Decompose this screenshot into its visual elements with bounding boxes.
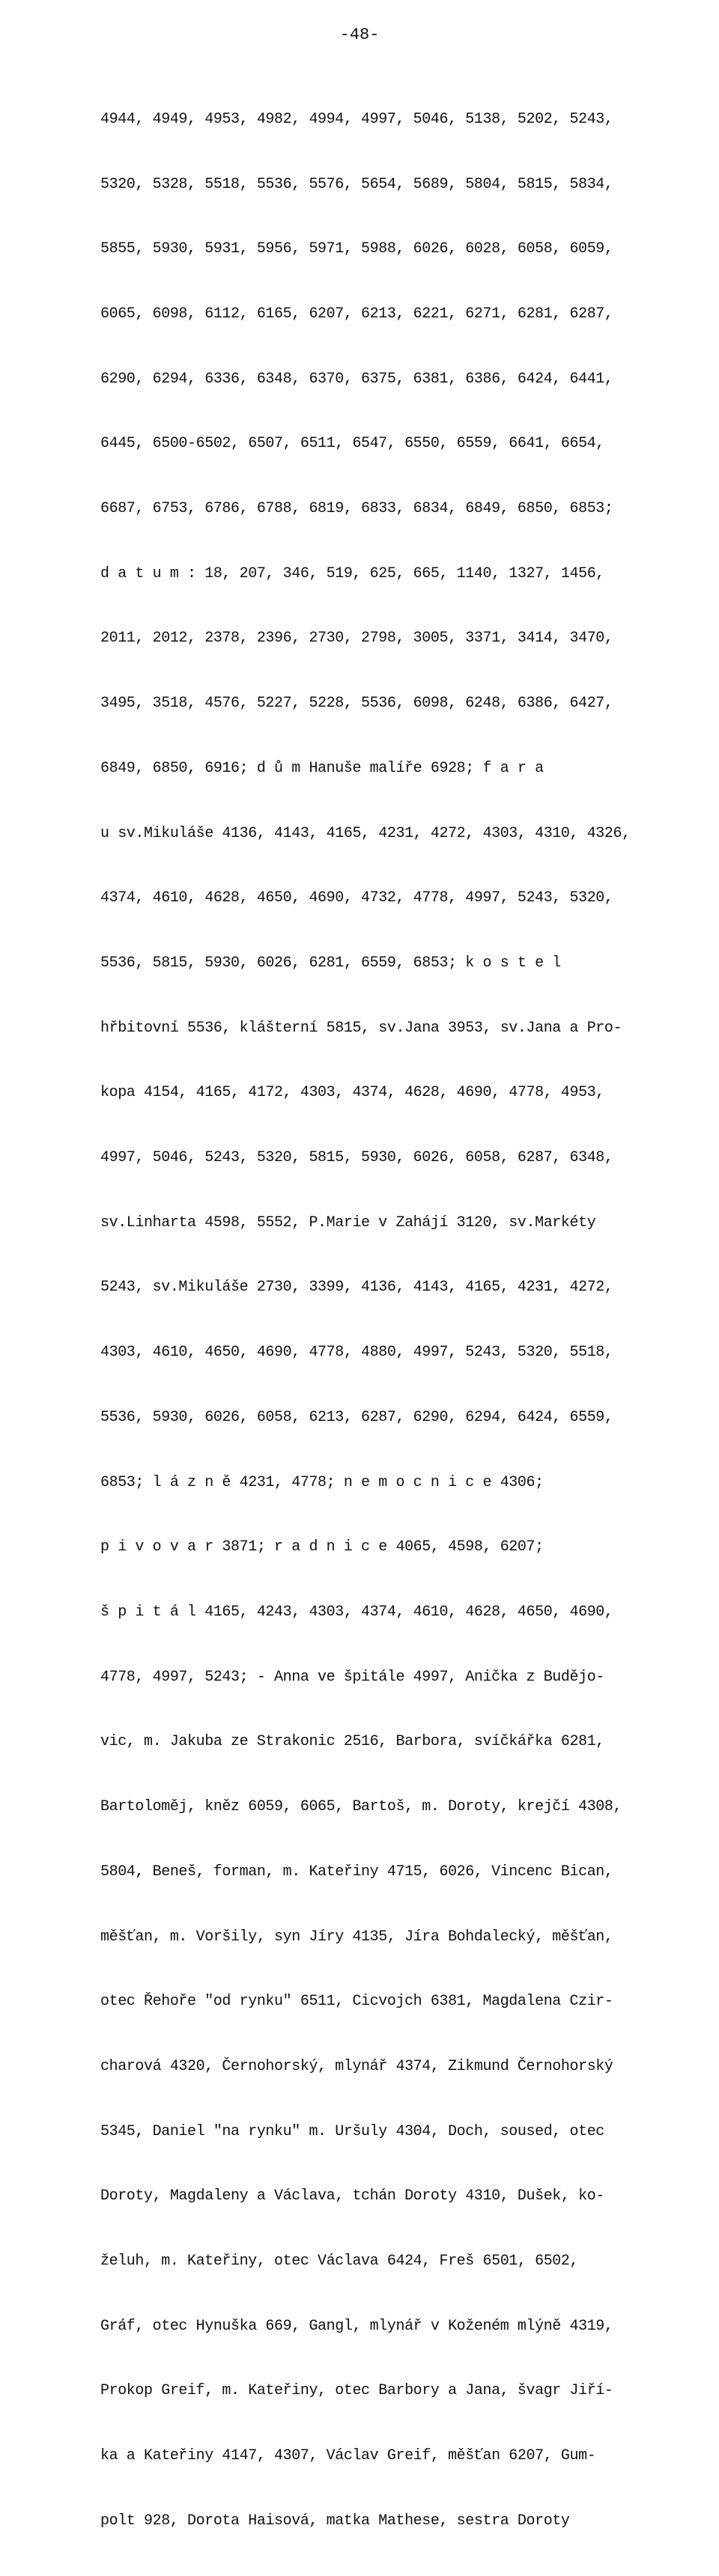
text-line: vic, m. Jakuba ze Strakonic 2516, Barbora, svíčkářka 6281, (100, 1733, 604, 1751)
text-line: u sv.Mikuláše 4136, 4143, 4165, 4231, 4272, 4303, 4310, 4326, (100, 824, 631, 842)
text-line: 5345, Daniel "na rynku" m. Uršuly 4304, Doch, soused, otec (100, 2122, 604, 2140)
text-line: 4944, 4949, 4953, 4982, 4994, 4997, 5046, 5138, 5202, 5243, (100, 110, 613, 128)
text-line: otec Řehoře "od rynku" 6511, Cicvojch 6381, Magdalena Czir- (100, 1993, 613, 2011)
text-line: Prokop Greif, m. Kateřiny, otec Barbory a Jana, švagr Jiří- (100, 2382, 613, 2400)
index-text-block (100, 66, 640, 2576)
text-line: d a t u m : 18, 207, 346, 519, 625, 665, 1140, 1327, 1456, (100, 564, 604, 582)
text-line: 4997, 5046, 5243, 5320, 5815, 5930, 6026, 6058, 6287, 6348, (100, 1149, 613, 1167)
text-line: 5536, 5930, 6026, 6058, 6213, 6287, 6290, 6294, 6424, 6559, (100, 1408, 613, 1426)
text-line: 5536, 5815, 5930, 6026, 6281, 6559, 6853; k o s t e l (100, 954, 561, 972)
text-line: Bartoloměj, kněz 6059, 6065, Bartoš, m. Doroty, krejčí 4308, (100, 1798, 622, 1816)
text-line: Gráf, otec Hynuška 669, Gangl, mlynář v Koženém mlýně 4319, (100, 2317, 613, 2335)
text-line: 6849, 6850, 6916; d ů m Hanuše malíře 6928; f a r a (100, 759, 544, 777)
text-line: 6687, 6753, 6786, 6788, 6819, 6833, 6834, 6849, 6850, 6853; (100, 500, 613, 518)
text-line: sv.Linharta 4598, 5552, P.Marie v Zahájí 3120, sv.Markéty (100, 1214, 596, 1231)
text-line: 5320, 5328, 5518, 5536, 5576, 5654, 5689, 5804, 5815, 5834, (100, 175, 613, 193)
text-line: hřbitovní 5536, klášterní 5815, sv.Jana 3953, sv.Jana a Pro- (100, 1019, 622, 1037)
text-line: želuh, m. Kateřiny, otec Václava 6424, Freš 6501, 6502, (100, 2253, 579, 2271)
text-line: kopa 4154, 4165, 4172, 4303, 4374, 4628, 4690, 4778, 4953, (100, 1084, 604, 1102)
text-line: 5804, Beneš, forman, m. Kateřiny 4715, 6026, Vincenc Bican, (100, 1863, 613, 1881)
page-number: -48- (339, 25, 380, 44)
text-line: 3495, 3518, 4576, 5227, 5228, 5536, 6098, 6248, 6386, 6427, (100, 695, 613, 713)
text-line: 6290, 6294, 6336, 6348, 6370, 6375, 6381, 6386, 6424, 6441, (100, 370, 613, 388)
text-line: 4303, 4610, 4650, 4690, 4778, 4880, 4997, 5243, 5320, 5518, (100, 1344, 613, 1362)
text-line: 6853; l á z n ě 4231, 4778; n e m o c n i c e 4306; (100, 1473, 544, 1491)
text-line: 5243, sv.Mikuláše 2730, 3399, 4136, 4143, 4165, 4231, 4272, (100, 1279, 613, 1297)
text-line: p i v o v a r 3871; r a d n i c e 4065, 4598, 6207; (100, 1538, 544, 1556)
text-line: 2011, 2012, 2378, 2396, 2730, 2798, 3005, 3371, 3414, 3470, (100, 630, 613, 648)
text-line: Doroty, Magdaleny a Václava, tchán Doroty 4310, Dušek, ko- (100, 2187, 604, 2205)
text-line: 6445, 6500-6502, 6507, 6511, 6547, 6550, 6559, 6641, 6654, (100, 435, 604, 453)
text-line: 4374, 4610, 4628, 4650, 4690, 4732, 4778, 4997, 5243, 5320, (100, 889, 613, 907)
text-line: 6065, 6098, 6112, 6165, 6207, 6213, 6221, 6271, 6281, 6287, (100, 305, 613, 323)
text-line: š p i t á l 4165, 4243, 4303, 4374, 4610, 4628, 4650, 4690, (100, 1603, 613, 1621)
text-line: polt 928, Dorota Haisová, matka Mathese, sestra Doroty (100, 2512, 570, 2530)
text-line: ka a Kateřiny 4147, 4307, Václav Greif, měšťan 6207, Gum- (100, 2447, 596, 2465)
text-line: 5855, 5930, 5931, 5956, 5971, 5988, 6026, 6028, 6058, 6059, (100, 240, 613, 258)
text-line: charová 4320, Černohorský, mlynář 4374, Zikmund Černohorský (100, 2057, 613, 2075)
text-line: 4778, 4997, 5243; - Anna ve špitále 4997, Anička z Budějo- (100, 1668, 604, 1686)
text-line: měšťan, m. Voršily, syn Jíry 4135, Jíra Bohdalecký, měšťan, (100, 1928, 613, 1946)
